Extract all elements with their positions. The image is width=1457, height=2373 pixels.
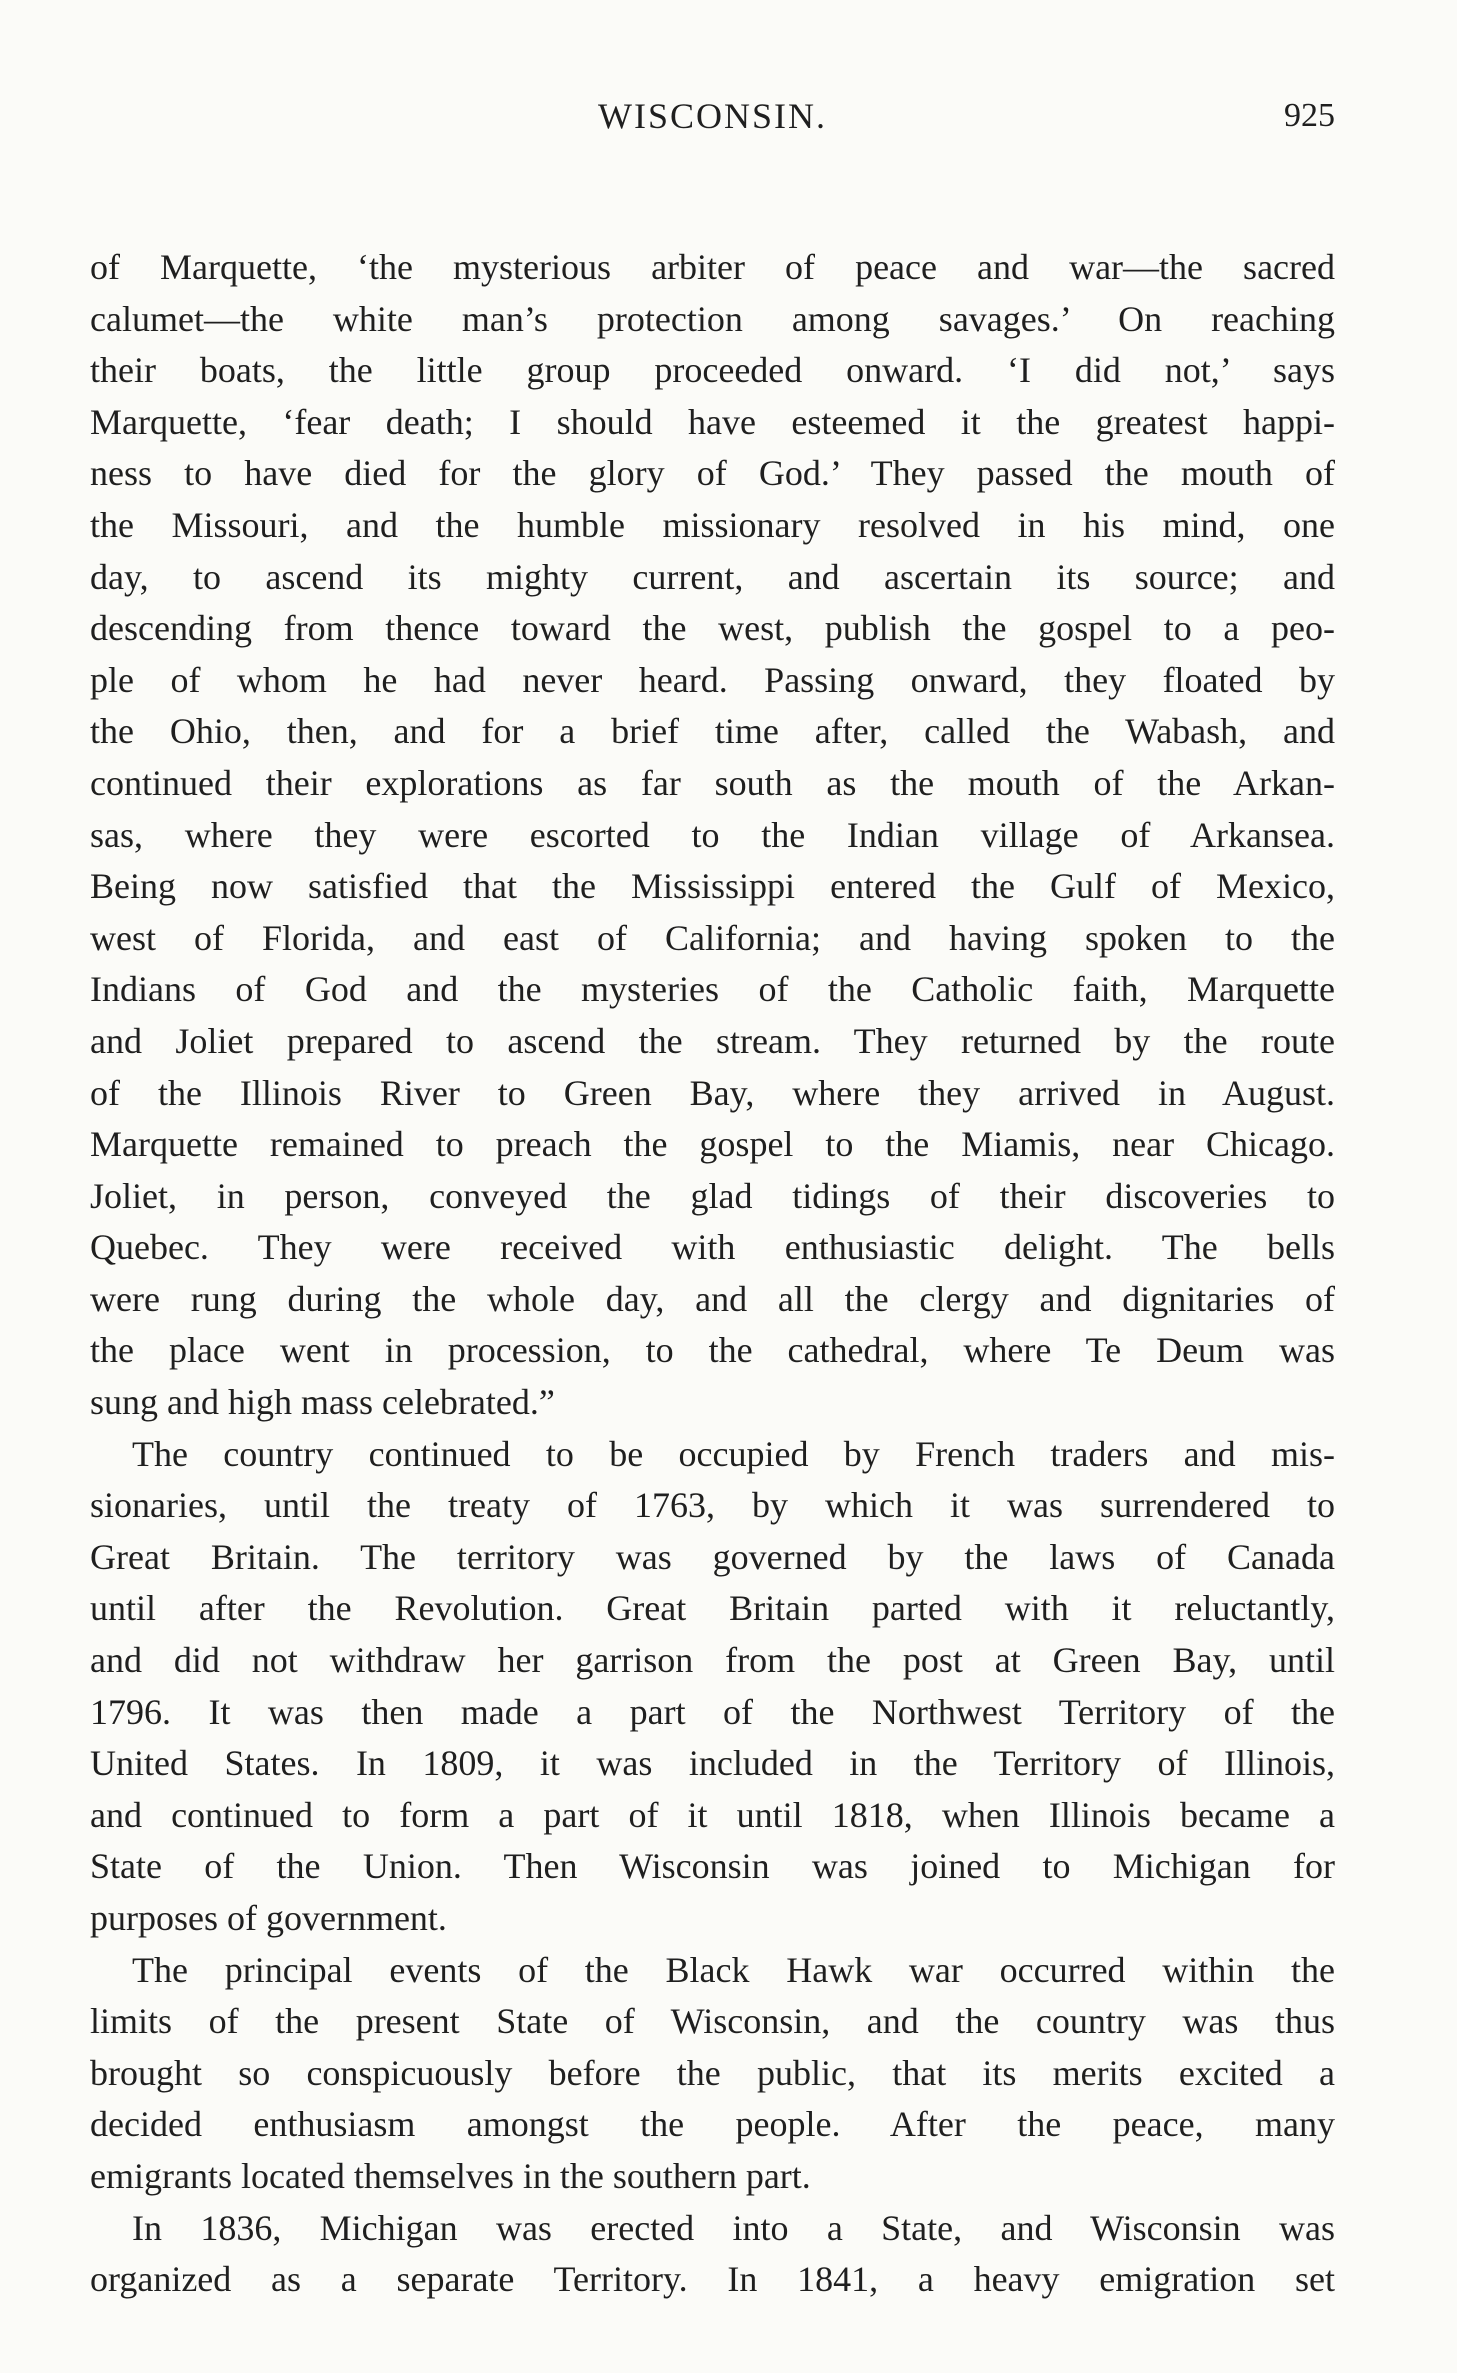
text-line: emigrants located themselves in the southern part. [90, 2155, 811, 2196]
text-line: descending from thence toward the west, publish the gospel to a peo- [90, 608, 1335, 649]
text-line: until after the Revolution. Great Britain parted with it reluctantly, [90, 1588, 1335, 1629]
page-title: WISCONSIN. [597, 96, 827, 136]
text-line: State of the Union. Then Wisconsin was joined to Michigan for [90, 1846, 1335, 1887]
text-line: Quebec. They were received with enthusiastic delight. The bells [90, 1227, 1335, 1268]
text-line: and Joliet prepared to ascend the stream. They returned by the route [90, 1020, 1335, 1061]
text-line: ness to have died for the glory of God.’ They passed the mouth of [90, 453, 1335, 494]
text-line: Indians of God and the mysteries of the Catholic faith, Marquette [90, 969, 1335, 1010]
text-line: sionaries, until the treaty of 1763, by which it was surrendered to [90, 1485, 1335, 1526]
text-line: of the Illinois River to Green Bay, where they arrived in August. [90, 1072, 1335, 1113]
text-line: their boats, the little group proceeded onward. ‘I did not,’ says [90, 350, 1335, 391]
text-line: The country continued to be occupied by French traders and mis- [132, 1433, 1335, 1474]
page-number: 925 [1284, 97, 1335, 134]
book-page [90, 92, 1335, 2306]
body-text [90, 242, 1335, 2306]
text-line: 1796. It was then made a part of the Northwest Territory of the [90, 1691, 1335, 1732]
text-line: ple of whom he had never heard. Passing onward, they floated by [90, 659, 1335, 700]
text-line: and continued to form a part of it until 1818, when Illinois became a [90, 1794, 1335, 1835]
text-line: decided enthusiasm amongst the people. After the peace, many [90, 2104, 1335, 2145]
text-line: day, to ascend its mighty current, and ascertain its source; and [90, 556, 1335, 597]
text-line: brought so conspicuously before the public, that its merits excited a [90, 2052, 1335, 2093]
text-line: limits of the present State of Wisconsin, and the country was thus [90, 2001, 1335, 2042]
running-header [90, 92, 1335, 152]
text-line: west of Florida, and east of California; and having spoken to the [90, 917, 1335, 958]
text-line: and did not withdraw her garrison from the post at Green Bay, until [90, 1640, 1335, 1681]
text-line: continued their explorations as far south as the mouth of the Arkan- [90, 762, 1335, 803]
text-line: of Marquette, ‘the mysterious arbiter of peace and war—the sacred [90, 247, 1335, 287]
text-line: Great Britain. The territory was governed by the laws of Canada [90, 1536, 1335, 1577]
text-line: United States. In 1809, it was included in the Territory of Illinois, [90, 1743, 1335, 1784]
text-line: purposes of government. [90, 1898, 447, 1938]
text-line: the Missouri, and the humble missionary resolved in his mind, one [90, 504, 1335, 545]
text-line: the place went in procession, to the cathedral, where Te Deum was [90, 1330, 1335, 1371]
text-line: Being now satisfied that the Mississippi entered the Gulf of Mexico, [90, 866, 1335, 907]
text-line: The principal events of the Black Hawk war occurred within the [132, 1949, 1335, 1990]
text-line: Marquette remained to preach the gospel to the Miamis, near Chicago. [90, 1124, 1335, 1165]
text-line: Marquette, ‘fear death; I should have esteemed it the greatest happi- [90, 401, 1335, 442]
text-line: were rung during the whole day, and all the clergy and dignitaries of [90, 1278, 1335, 1319]
text-line: organized as a separate Territory. In 1841, a heavy emigration set [90, 2259, 1335, 2300]
text-line: sung and high mass celebrated.” [90, 1382, 555, 1423]
text-line: Joliet, in person, conveyed the glad tidings of their discoveries to [90, 1175, 1335, 1216]
text-line: In 1836, Michigan was erected into a State, and Wisconsin was [132, 2207, 1335, 2248]
text-line: sas, where they were escorted to the Indian village of Arkansea. [90, 814, 1335, 855]
text-line: calumet—the white man’s protection among savages.’ On reaching [90, 298, 1335, 339]
text-line: the Ohio, then, and for a brief time after, called the Wabash, and [90, 711, 1335, 752]
